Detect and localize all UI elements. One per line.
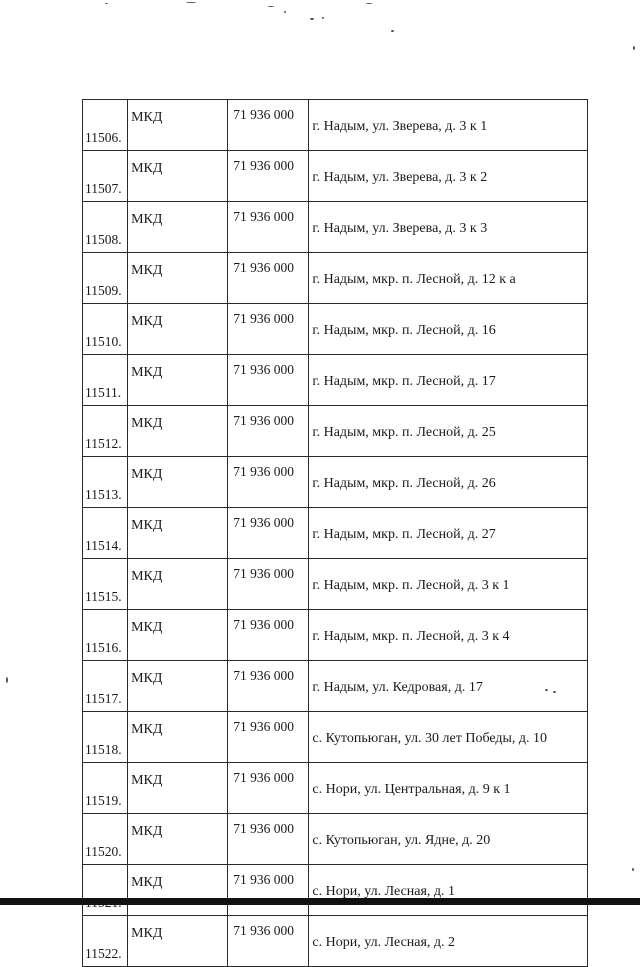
table-row	[83, 559, 588, 610]
row-number: 11507.	[83, 151, 128, 202]
scan-speck	[310, 18, 314, 20]
table-row	[83, 610, 588, 661]
scan-speck	[633, 46, 635, 50]
address: г. Надым, ул. Кедровая, д. 17	[309, 661, 588, 712]
object-type: МКД	[128, 610, 228, 661]
address: г. Надым, мкр. п. Лесной, д. 25	[309, 406, 588, 457]
table-row	[83, 916, 588, 967]
table-row	[83, 355, 588, 406]
object-type: МКД	[128, 151, 228, 202]
table-row	[83, 253, 588, 304]
address: г. Надым, мкр. п. Лесной, д. 27	[309, 508, 588, 559]
address: г. Надым, мкр. п. Лесной, д. 16	[309, 304, 588, 355]
object-type: МКД	[128, 763, 228, 814]
scan-speck	[284, 11, 286, 13]
row-number: 11515.	[83, 559, 128, 610]
table-row	[83, 406, 588, 457]
table-row	[83, 151, 588, 202]
row-number: 11511.	[83, 355, 128, 406]
oktmo-code: 71 936 000	[228, 712, 309, 763]
scan-speck	[105, 3, 108, 4]
address: г. Надым, мкр. п. Лесной, д. 12 к а	[309, 253, 588, 304]
oktmo-code: 71 936 000	[228, 763, 309, 814]
address: г. Надым, мкр. п. Лесной, д. 17	[309, 355, 588, 406]
address: г. Надым, мкр. п. Лесной, д. 3 к 1	[309, 559, 588, 610]
scan-speck	[186, 2, 196, 3]
object-type: МКД	[128, 355, 228, 406]
object-type: МКД	[128, 559, 228, 610]
oktmo-code: 71 936 000	[228, 202, 309, 253]
address: г. Надым, ул. Зверева, д. 3 к 2	[309, 151, 588, 202]
row-number: 11518.	[83, 712, 128, 763]
table-row	[83, 661, 588, 712]
object-type: МКД	[128, 508, 228, 559]
scan-edge-band	[0, 898, 640, 905]
oktmo-code: 71 936 000	[228, 355, 309, 406]
oktmo-code: 71 936 000	[228, 865, 309, 916]
table-row	[83, 508, 588, 559]
scan-speck	[268, 6, 274, 7]
row-number: 11513.	[83, 457, 128, 508]
row-number: 11516.	[83, 610, 128, 661]
row-number: 11517.	[83, 661, 128, 712]
oktmo-code: 71 936 000	[228, 916, 309, 967]
table-row	[83, 304, 588, 355]
scan-speck	[391, 30, 394, 32]
oktmo-code: 71 936 000	[228, 508, 309, 559]
address: с. Нори, ул. Центральная, д. 9 к 1	[309, 763, 588, 814]
object-type: МКД	[128, 304, 228, 355]
row-number	[83, 865, 128, 916]
object-type: МКД	[128, 457, 228, 508]
address: с. Кутопьюган, ул. 30 лет Победы, д. 10	[309, 712, 588, 763]
oktmo-code: 71 936 000	[228, 559, 309, 610]
table-row	[83, 865, 588, 916]
object-type: МКД	[128, 712, 228, 763]
address: с. Нори, ул. Лесная, д. 2	[309, 916, 588, 967]
registry-table	[82, 99, 588, 967]
address: с. Нори, ул. Лесная, д. 1	[309, 865, 588, 916]
row-number: 11520.	[83, 814, 128, 865]
object-type: МКД	[128, 406, 228, 457]
table-row	[83, 100, 588, 151]
row-number: 11508.	[83, 202, 128, 253]
row-number: 11512.	[83, 406, 128, 457]
oktmo-code: 71 936 000	[228, 661, 309, 712]
address: г. Надым, ул. Зверева, д. 3 к 3	[309, 202, 588, 253]
object-type: МКД	[128, 253, 228, 304]
scan-speck	[632, 868, 634, 871]
row-number: 11506.	[83, 100, 128, 151]
object-type: МКД	[128, 100, 228, 151]
row-number: 11509.	[83, 253, 128, 304]
address: г. Надым, мкр. п. Лесной, д. 3 к 4	[309, 610, 588, 661]
object-type: МКД	[128, 661, 228, 712]
object-type: МКД	[128, 916, 228, 967]
oktmo-code: 71 936 000	[228, 610, 309, 661]
address: г. Надым, ул. Зверева, д. 3 к 1	[309, 100, 588, 151]
scan-speck	[366, 3, 372, 4]
table-row	[83, 763, 588, 814]
object-type: МКД	[128, 814, 228, 865]
table-row	[83, 712, 588, 763]
row-number: 11522.	[83, 916, 128, 967]
oktmo-code: 71 936 000	[228, 304, 309, 355]
address: с. Кутопьюган, ул. Ядне, д. 20	[309, 814, 588, 865]
oktmo-code: 71 936 000	[228, 100, 309, 151]
table-row	[83, 814, 588, 865]
object-type: МКД	[128, 202, 228, 253]
scan-artifacts	[0, 0, 640, 40]
table-row	[83, 457, 588, 508]
row-number: 11514.	[83, 508, 128, 559]
scan-speck	[6, 677, 8, 683]
oktmo-code: 71 936 000	[228, 457, 309, 508]
object-type: МКД	[128, 865, 228, 916]
oktmo-code: 71 936 000	[228, 814, 309, 865]
scan-speck	[322, 17, 324, 19]
row-number: 11519.	[83, 763, 128, 814]
oktmo-code: 71 936 000	[228, 406, 309, 457]
oktmo-code: 71 936 000	[228, 151, 309, 202]
table-row	[83, 202, 588, 253]
address: г. Надым, мкр. п. Лесной, д. 26	[309, 457, 588, 508]
oktmo-code: 71 936 000	[228, 253, 309, 304]
row-number: 11510.	[83, 304, 128, 355]
